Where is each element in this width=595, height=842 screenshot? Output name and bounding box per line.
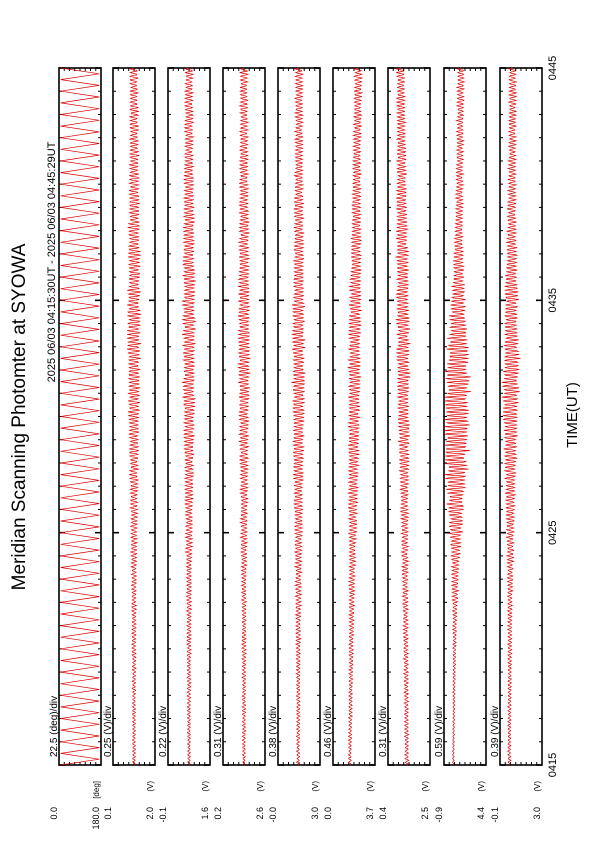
- y-top-unit-label: (V): [146, 781, 155, 792]
- panel-frame: [444, 68, 486, 765]
- x-axis-label: TIME(UT): [564, 382, 581, 448]
- x-tick-label: 0445: [547, 55, 559, 81]
- signal-trace: [502, 68, 521, 765]
- signal-trace: [348, 68, 363, 765]
- panel-group: [49, 68, 542, 830]
- x-tick-label: 0415: [547, 752, 559, 778]
- y-top-unit-label: (V): [311, 781, 320, 792]
- y-bottom-label: 0.1: [103, 807, 113, 820]
- panel-frame: [388, 68, 430, 765]
- x-tick-label: 0435: [547, 288, 559, 313]
- y-bottom-label: 0.4: [378, 807, 388, 820]
- panel-scale-label: 0.46 (V)/div: [323, 705, 334, 757]
- y-top-label: 1.6: [200, 807, 210, 820]
- panel-scale-label: 0.38 (V)/div: [268, 705, 279, 757]
- y-top-label: 2.0: [145, 807, 155, 820]
- y-top-unit-label: (V): [477, 781, 486, 792]
- x-tick-label: 0425: [547, 520, 559, 545]
- panel-scale-label: 0.22 (V)/div: [158, 705, 169, 757]
- y-top-unit-label: (V): [201, 781, 210, 792]
- y-top-label: 3.0: [532, 807, 542, 820]
- panel-1: [59, 68, 101, 765]
- signal-trace: [182, 68, 196, 765]
- y-top-label: 3.7: [365, 807, 375, 820]
- panel-8: [444, 68, 486, 765]
- y-bottom-label: 0.0: [323, 807, 333, 820]
- signal-trace: [291, 68, 305, 765]
- y-bottom-label: -0.1: [158, 807, 168, 823]
- signal-trace: [238, 68, 251, 765]
- panel-scale-label: 0.31 (V)/div: [378, 705, 389, 757]
- y-top-unit-label: (V): [256, 781, 265, 792]
- panel-6: [333, 68, 375, 765]
- y-top-label: 180.0: [91, 807, 101, 830]
- y-bottom-label: 0.0: [49, 807, 59, 820]
- panel-2: [113, 68, 155, 765]
- chart-subtitle: 2025 06/03 04:15:30UT - 2025 06/03 04:45:29UT: [46, 141, 58, 383]
- panel-scale-label: 0.59 (V)/div: [434, 705, 445, 757]
- panel-scale-label: 0.39 (V)/div: [490, 705, 501, 757]
- x-tick-label-group: [547, 56, 559, 777]
- panel-frame: [59, 68, 101, 765]
- panel-5: [278, 68, 320, 765]
- signal-trace: [127, 68, 141, 765]
- y-bottom-label: -0.0: [268, 807, 278, 823]
- y-top-label: 4.4: [476, 807, 486, 820]
- y-top-unit-label: (V): [421, 781, 430, 792]
- signal-trace: [61, 68, 100, 765]
- y-top-label: 3.0: [310, 807, 320, 820]
- y-bottom-label: 0.2: [213, 807, 223, 820]
- y-top-unit-label: (V): [533, 781, 542, 792]
- chart-title: Meridian Scanning Photomter at SYOWA: [9, 243, 30, 591]
- y-top-label: 2.6: [255, 807, 265, 820]
- y-bottom-label: -0.1: [490, 807, 500, 823]
- y-top-label: 2.5: [420, 807, 430, 820]
- panel-4: [223, 68, 265, 765]
- panel-7: [388, 68, 430, 765]
- signal-trace: [445, 68, 471, 765]
- panel-scale-label: 0.25 (V)/div: [103, 705, 114, 757]
- y-top-unit-label: [deg]: [92, 781, 101, 799]
- y-bottom-label: -0.9: [434, 807, 444, 823]
- y-top-unit-label: (V): [366, 781, 375, 792]
- panel-scale-label: 22.5 (deg)/div: [49, 695, 60, 757]
- panel-3: [168, 68, 210, 765]
- panel-scale-label: 0.31 (V)/div: [213, 705, 224, 757]
- signal-trace: [396, 68, 411, 765]
- panel-frame: [500, 68, 542, 765]
- panel-9: [500, 68, 542, 765]
